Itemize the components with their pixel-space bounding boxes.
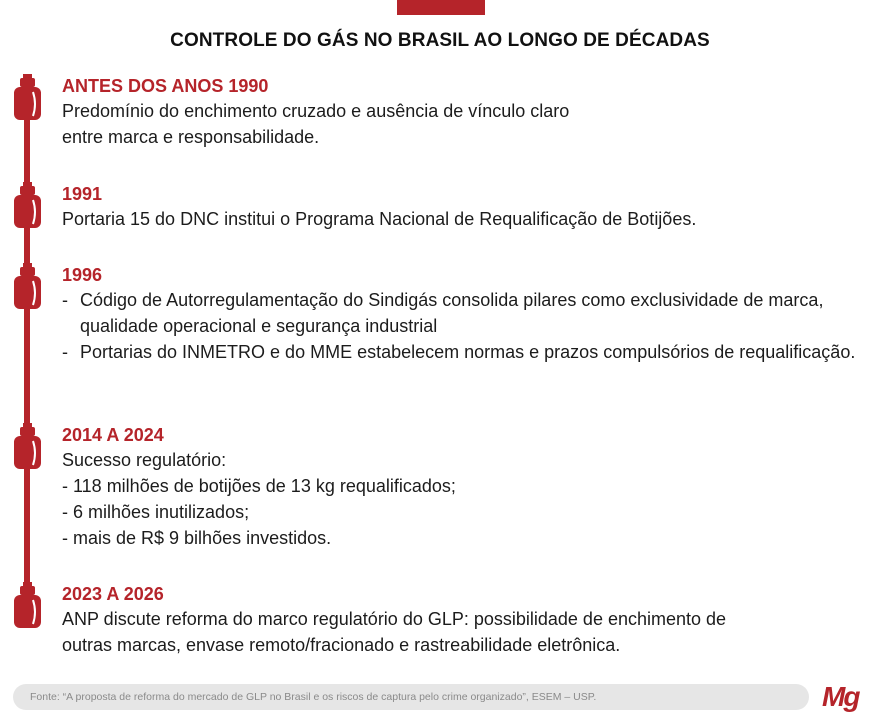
entry-line: Predomínio do enchimento cruzado e ausência de vínculo claro xyxy=(62,101,570,121)
entry-line: - 6 milhões inutilizados; xyxy=(62,502,250,522)
entry-heading: 2014 A 2024 xyxy=(62,425,164,445)
entry-line: Portaria 15 do DNC institui o Programa Nacional de Requalificação de Botijões. xyxy=(62,209,697,229)
gas-cylinder-icon xyxy=(14,263,41,311)
page-title: CONTROLE DO GÁS NO BRASIL AO LONGO DE DÉCADAS xyxy=(170,30,710,51)
timeline-entry xyxy=(62,182,862,232)
entry-heading: 2023 A 2026 xyxy=(62,584,164,604)
entry-line: Sucesso regulatório: xyxy=(62,450,227,470)
timeline-entry xyxy=(62,263,862,365)
timeline-line xyxy=(24,78,30,623)
timeline-entry xyxy=(62,582,862,658)
entry-heading: ANTES DOS ANOS 1990 xyxy=(62,76,269,96)
gas-cylinder-icon xyxy=(14,74,41,122)
entry-bullet xyxy=(62,339,862,365)
entry-heading: 1991 xyxy=(62,184,103,204)
gas-cylinder-icon xyxy=(14,423,41,471)
timeline-entry xyxy=(62,423,862,551)
gas-cylinder-icon xyxy=(14,582,41,630)
bullet-text: Código de Autorregulamentação do Sindigás consolida pilares como exclusividade de marca, qualidade operacional e segurança industrial xyxy=(80,290,824,336)
entry-line: outras marcas, envase remoto/fracionado e rastreabilidade eletrônica. xyxy=(62,635,621,655)
entry-line: entre marca e responsabilidade. xyxy=(62,127,320,147)
bullet-dash: - xyxy=(62,342,68,362)
entry-heading: 1996 xyxy=(62,265,103,285)
entry-line: - 118 milhões de botijões de 13 kg requalificados; xyxy=(62,476,456,496)
bullet-text: Portarias do INMETRO e do MME estabelecem normas e prazos compulsórios de requalificação. xyxy=(80,342,856,362)
top-accent-bar xyxy=(397,0,485,15)
timeline-entry xyxy=(62,74,862,150)
entry-line: ANP discute reforma do marco regulatório do GLP: possibilidade de enchimento de xyxy=(62,609,727,629)
bullet-dash: - xyxy=(62,290,68,310)
source-note: Fonte: “A proposta de reforma do mercado de GLP no Brasil e os riscos de captura pelo crime organizado”, ESEM – USP. xyxy=(13,684,809,710)
gas-cylinder-icon xyxy=(14,182,41,230)
entry-line: - mais de R$ 9 bilhões investidos. xyxy=(62,528,332,548)
entry-bullet xyxy=(62,287,862,339)
brand-logo: Mg xyxy=(822,681,859,712)
